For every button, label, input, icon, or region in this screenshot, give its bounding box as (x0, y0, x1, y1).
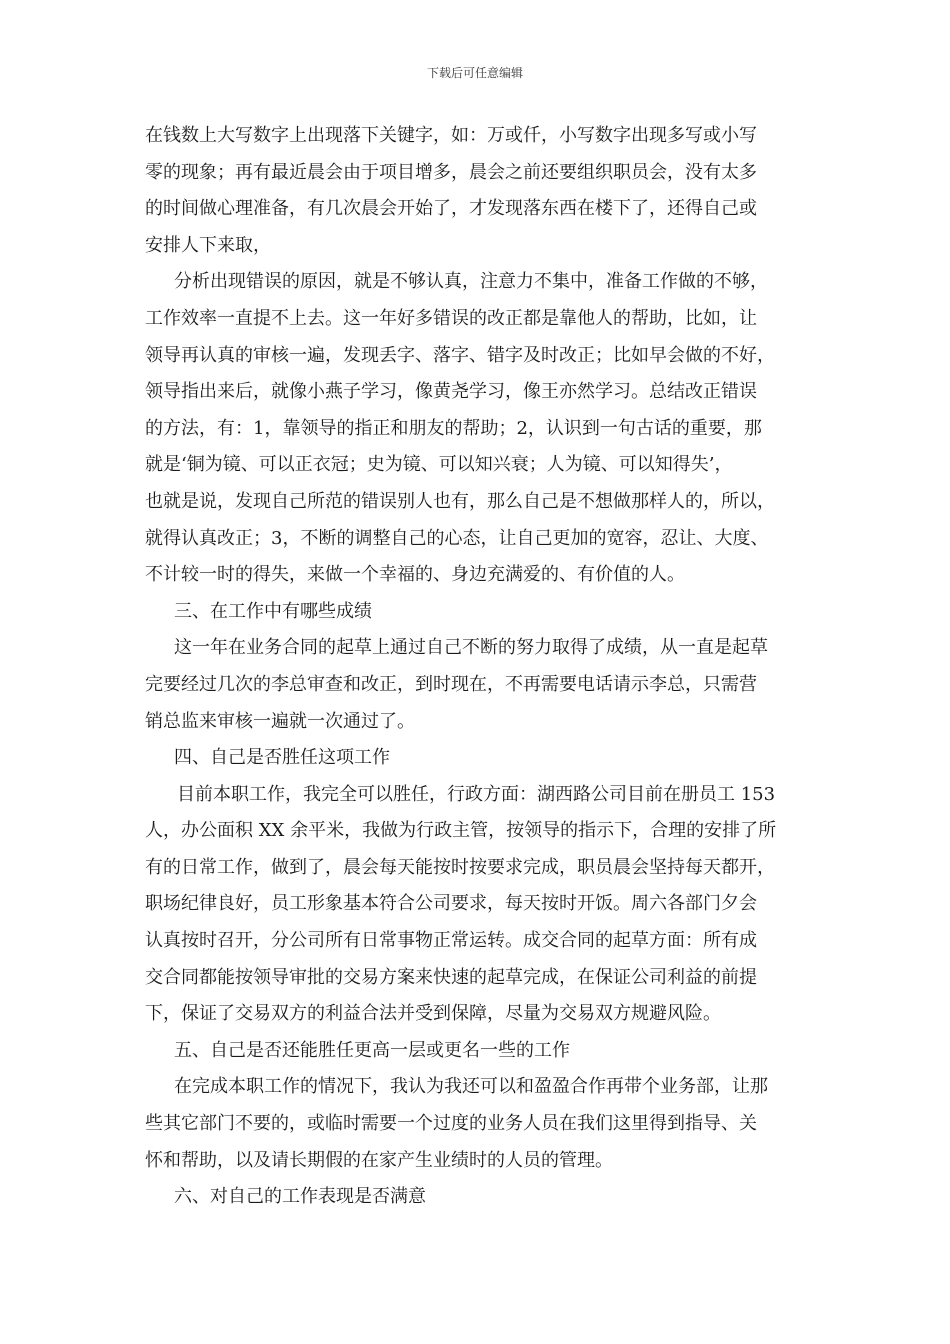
text-line: 不计较一时的得失，来做一个幸福的、身边充满爱的、有价值的人。 (145, 564, 685, 586)
text-line: 也就是说，发现自己所范的错误别人也有，那么自己是不想做那样人的，所以， (145, 490, 775, 512)
section-heading: 四、自己是否胜任这项工作 (174, 747, 390, 769)
text-line: 就得认真改正；3，不断的调整自己的心态，让自己更加的宽容，忍让、大度、 (145, 527, 769, 549)
paragraph-start: 在完成本职工作的情况下，我认为我还可以和盈盈合作再带个业务部，让那 (174, 1076, 768, 1098)
section-heading: 三、在工作中有哪些成绩 (174, 600, 372, 622)
paragraph-start: 目前本职工作，我完全可以胜任，行政方面：湖西路公司目前在册员工 153 (177, 783, 776, 805)
paragraph-start: 这一年在业务合同的起草上通过自己不断的努力取得了成绩，从一直是起草 (174, 637, 768, 659)
text-line: 就是‘铜为镜、可以正衣冠；史为镜、可以知兴衰；人为镜、可以知得失’， (145, 454, 733, 476)
text-line: 领导指出来后，就像小燕子学习，像黄尧学习，像王亦然学习。总结改正错误 (145, 381, 757, 403)
text-line: 的时间做心理准备，有几次晨会开始了，才发现落东西在楼下了，还得自己或 (145, 198, 757, 220)
text-line: 职场纪律良好，员工形象基本符合公司要求，每天按时开饭。周六各部门夕会 (145, 893, 757, 915)
text-line: 下，保证了交易双方的利益合法并受到保障，尽量为交易双方规避风险。 (145, 1003, 721, 1025)
section-heading: 五、自己是否还能胜任更高一层或更名一些的工作 (174, 1039, 570, 1061)
text-line: 领导再认真的审核一遍，发现丢字、落字、错字及时改正；比如早会做的不好， (145, 344, 775, 366)
text-line: 交合同都能按领导审批的交易方案来快速的起草完成，在保证公司利益的前提 (145, 966, 757, 988)
text-line: 人，办公面积 XX 余平米，我做为行政主管，按领导的指示下，合理的安排了所 (145, 820, 777, 842)
text-line: 完要经过几次的李总审查和改正，到时现在，不再需要电话请示李总，只需营 (145, 673, 757, 695)
text-line: 的方法，有：1，靠领导的指正和朋友的帮助；2，认识到一句古话的重要，那 (145, 417, 762, 439)
page-header: 下载后可任意编辑 (426, 66, 523, 80)
text-line: 怀和帮助，以及请长期假的在家产生业绩时的人员的管理。 (145, 1149, 613, 1171)
text-line: 有的日常工作，做到了，晨会每天能按时按要求完成，职员晨会坚持每天都开， (145, 856, 775, 878)
text-line: 认真按时召开，分公司所有日常事物正常运转。成交合同的起草方面：所有成 (145, 930, 757, 952)
text-line: 些其它部门不要的，或临时需要一个过度的业务人员在我们这里得到指导、关 (145, 1113, 757, 1135)
document-body (145, 118, 810, 1216)
text-line: 销总监来审核一遍就一次通过了。 (145, 710, 415, 732)
text-line: 在钱数上大写数字上出现落下关键字，如：万或仟，小写数字出现多写或小写 (145, 125, 757, 146)
text-line: 工作效率一直提不上去。这一年好多错误的改正都是靠他人的帮助，比如，让 (145, 307, 757, 329)
section-heading: 六、对自己的工作表现是否满意 (174, 1186, 426, 1208)
paragraph-start: 分析出现错误的原因，就是不够认真，注意力不集中，准备工作做的不够， (174, 271, 768, 293)
text-line: 零的现象；再有最近晨会由于项目增多，晨会之前还要组织职员会，没有太多 (145, 161, 757, 183)
text-line: 安排人下来取， (145, 234, 271, 256)
